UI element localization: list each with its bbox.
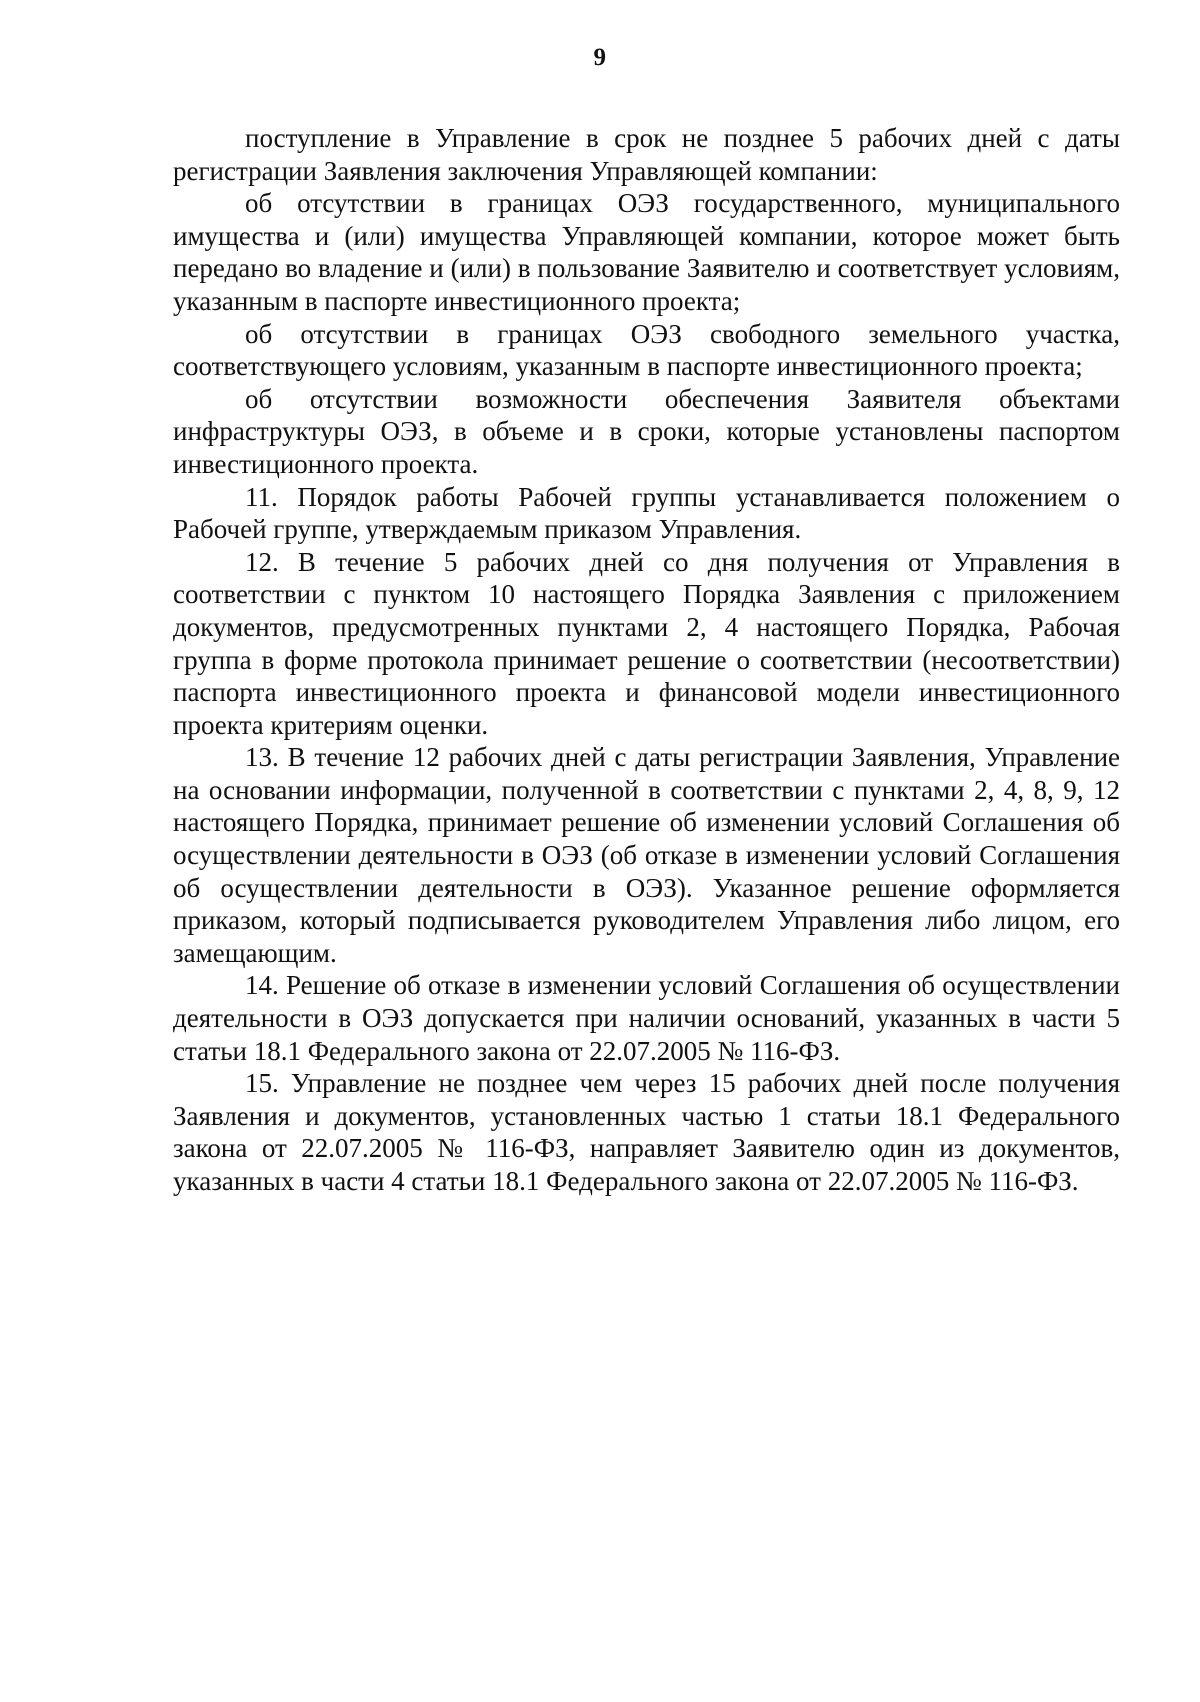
paragraph-no-infrastructure: об отсутствии возможности обеспечения Заявителя объектами инфраструктуры ОЭЗ, в объеме и в сроки, которые установлены паспортом инвестиционного проекта.: [173, 383, 1120, 479]
paragraph-no-land-plot: об отсутствии в границах ОЭЗ свободного земельного участка, соответствующего условиям, указанным в паспорте инвестиционного проекта;: [173, 318, 1120, 382]
paragraph-no-property: об отсутствии в границах ОЭЗ государственного, муниципального имущества и (или) имущества Управляющей компании, которое может быть передано во владение и (или) в пользование Заявителю и соответствует условиям, указанным в паспорте инвестиционного проекта;: [173, 188, 1120, 316]
paragraph-item-12: 12. В течение 5 рабочих дней со дня получения от Управления в соответствии с пунктом 10 настоящего Порядка Заявления с приложением документов, предусмотренных пунктами 2, 4 настоящего Порядка, Рабочая группа в форме протокола принимает решение о соответствии (несоответствии) паспорта инвестиционного проекта и финансовой модели инвестиционного проекта критериям оценки.: [173, 546, 1120, 740]
paragraph-item-15: 15. Управление не позднее чем через 15 рабочих дней после получения Заявления и документов, установленных частью 1 статьи 18.1 Федерального закона от 22.07.2005 № 116-ФЗ, направляет Заявителю один из документов, указанных в части 4 статьи 18.1 Федерального закона от 22.07.2005 № 116-ФЗ.: [173, 1068, 1120, 1196]
paragraph-item-14: 14. Решение об отказе в изменении условий Соглашения об осуществлении деятельности в ОЭЗ допускается при наличии оснований, указанных в части 5 статьи 18.1 Федерального закона от 22.07.2005 № 116-ФЗ.: [173, 970, 1120, 1066]
document-body: [173, 122, 1120, 1198]
page-number: 9: [593, 44, 607, 71]
paragraph-item-11: 11. Порядок работы Рабочей группы устанавливается положением о Рабочей группе, утверждаемым приказом Управления.: [173, 481, 1120, 545]
paragraph-intro: поступление в Управление в срок не позднее 5 рабочих дней с даты регистрации Заявления заключения Управляющей компании:: [173, 123, 1120, 186]
paragraph-item-13: 13. В течение 12 рабочих дней с даты регистрации Заявления, Управление на основании информации, полученной в соответствии с пунктами 2, 4, 8, 9, 12 настоящего Порядка, принимает решение об изменении условий Соглашения об осуществлении деятельности в ОЭЗ (об отказе в изменении условий Соглашения об осуществлении деятельности в ОЭЗ). Указанное решение оформляется приказом, который подписывается руководителем Управления либо лицом, его замещающим.: [173, 742, 1120, 968]
